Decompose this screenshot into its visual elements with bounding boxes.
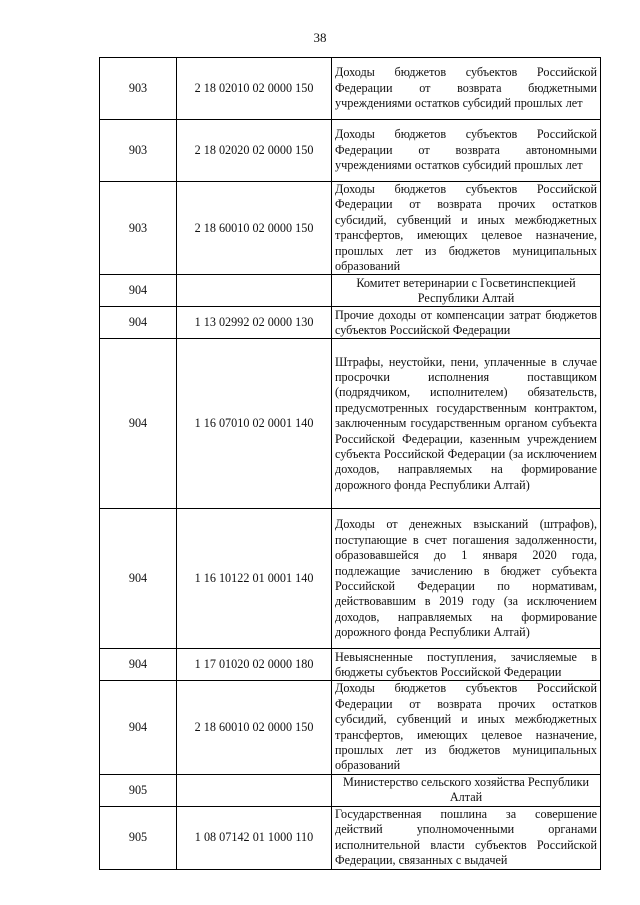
administrator-name-cell: Министерство сельского хозяйства Республики Алтай xyxy=(332,774,601,806)
revenue-description-cell: Прочие доходы от компенсации затрат бюджетов субъектов Российской Федерации xyxy=(332,307,601,339)
revenue-code-cell: 1 16 07010 02 0001 140 xyxy=(177,339,332,509)
revenue-description-cell: Доходы бюджетов субъектов Российской Федерации от возврата прочих остатков субсидий, субвенций и иных межбюджетных трансфертов, имеющих целевое назначение, прошлых лет из бюджетов муниципальных образований xyxy=(332,681,601,774)
table-row xyxy=(100,307,601,339)
revenue-description-cell: Доходы от денежных взысканий (штрафов), поступающие в счет погашения задолженности, образовавшейся до 1 января 2020 года, подлежащие зачислению в бюджет субъекта Российской Федерации по нормативам, действовавшим в 2019 году (за исключением доходов, направляемых на формирование дорожного фонда Республики Алтай) xyxy=(332,509,601,649)
admin-code-cell: 904 xyxy=(100,307,177,339)
table-body xyxy=(100,58,601,870)
revenue-code-cell: 2 18 02020 02 0000 150 xyxy=(177,120,332,182)
revenue-code-cell: 1 17 01020 02 0000 180 xyxy=(177,649,332,681)
revenue-description-cell: Доходы бюджетов субъектов Российской Федерации от возврата прочих остатков субсидий, субвенций и иных межбюджетных трансфертов, имеющих целевое назначение, прошлых лет из бюджетов муниципальных образований xyxy=(332,182,601,275)
admin-code-cell: 904 xyxy=(100,275,177,307)
table-row xyxy=(100,339,601,509)
page-number: 38 xyxy=(313,30,327,45)
table-row xyxy=(100,806,601,869)
admin-code-cell: 904 xyxy=(100,509,177,649)
admin-code-cell: 903 xyxy=(100,182,177,275)
admin-code-cell: 905 xyxy=(100,774,177,806)
revenue-code-cell: 1 08 07142 01 1000 110 xyxy=(177,806,332,869)
revenue-code-cell: 2 18 60010 02 0000 150 xyxy=(177,681,332,774)
administrator-name-cell: Комитет ветеринарии с Госветинспекцией Республики Алтай xyxy=(332,275,601,307)
table-row xyxy=(100,275,601,307)
admin-code-cell: 905 xyxy=(100,806,177,869)
table-row xyxy=(100,681,601,774)
revenue-description-cell: Доходы бюджетов субъектов Российской Федерации от возврата автономными учреждениями остатков субсидий прошлых лет xyxy=(332,120,601,182)
admin-code-cell: 904 xyxy=(100,649,177,681)
table-row xyxy=(100,58,601,120)
admin-code-cell: 904 xyxy=(100,339,177,509)
revenue-code-cell xyxy=(177,275,332,307)
revenue-code-cell: 1 16 10122 01 0001 140 xyxy=(177,509,332,649)
revenue-code-cell xyxy=(177,774,332,806)
revenue-description-cell: Государственная пошлина за совершение действий уполномоченными органами исполнительной власти субъектов Российской Федерации, связанных с выдачей xyxy=(332,806,601,869)
table-row xyxy=(100,649,601,681)
admin-code-cell: 903 xyxy=(100,58,177,120)
revenue-description-cell: Штрафы, неустойки, пени, уплаченные в случае просрочки исполнения поставщиком (подрядчиком, исполнителем) обязательств, предусмотренных государственным контрактом, заключенным государственным органом субъекта Российской Федерации, казенным учреждением субъекта Российской Федерации (за исключением доходов, направляемых на формирование дорожного фонда Республики Алтай) xyxy=(332,339,601,509)
budget-revenue-table xyxy=(99,57,601,870)
table-row xyxy=(100,182,601,275)
revenue-description-cell: Невыясненные поступления, зачисляемые в бюджеты субъектов Российской Федерации xyxy=(332,649,601,681)
revenue-code-cell: 2 18 60010 02 0000 150 xyxy=(177,182,332,275)
admin-code-cell: 904 xyxy=(100,681,177,774)
table-row xyxy=(100,120,601,182)
revenue-description-cell: Доходы бюджетов субъектов Российской Федерации от возврата бюджетными учреждениями остатков субсидий прошлых лет xyxy=(332,58,601,120)
table-row xyxy=(100,774,601,806)
revenue-code-cell: 1 13 02992 02 0000 130 xyxy=(177,307,332,339)
revenue-code-cell: 2 18 02010 02 0000 150 xyxy=(177,58,332,120)
admin-code-cell: 903 xyxy=(100,120,177,182)
table-row xyxy=(100,509,601,649)
